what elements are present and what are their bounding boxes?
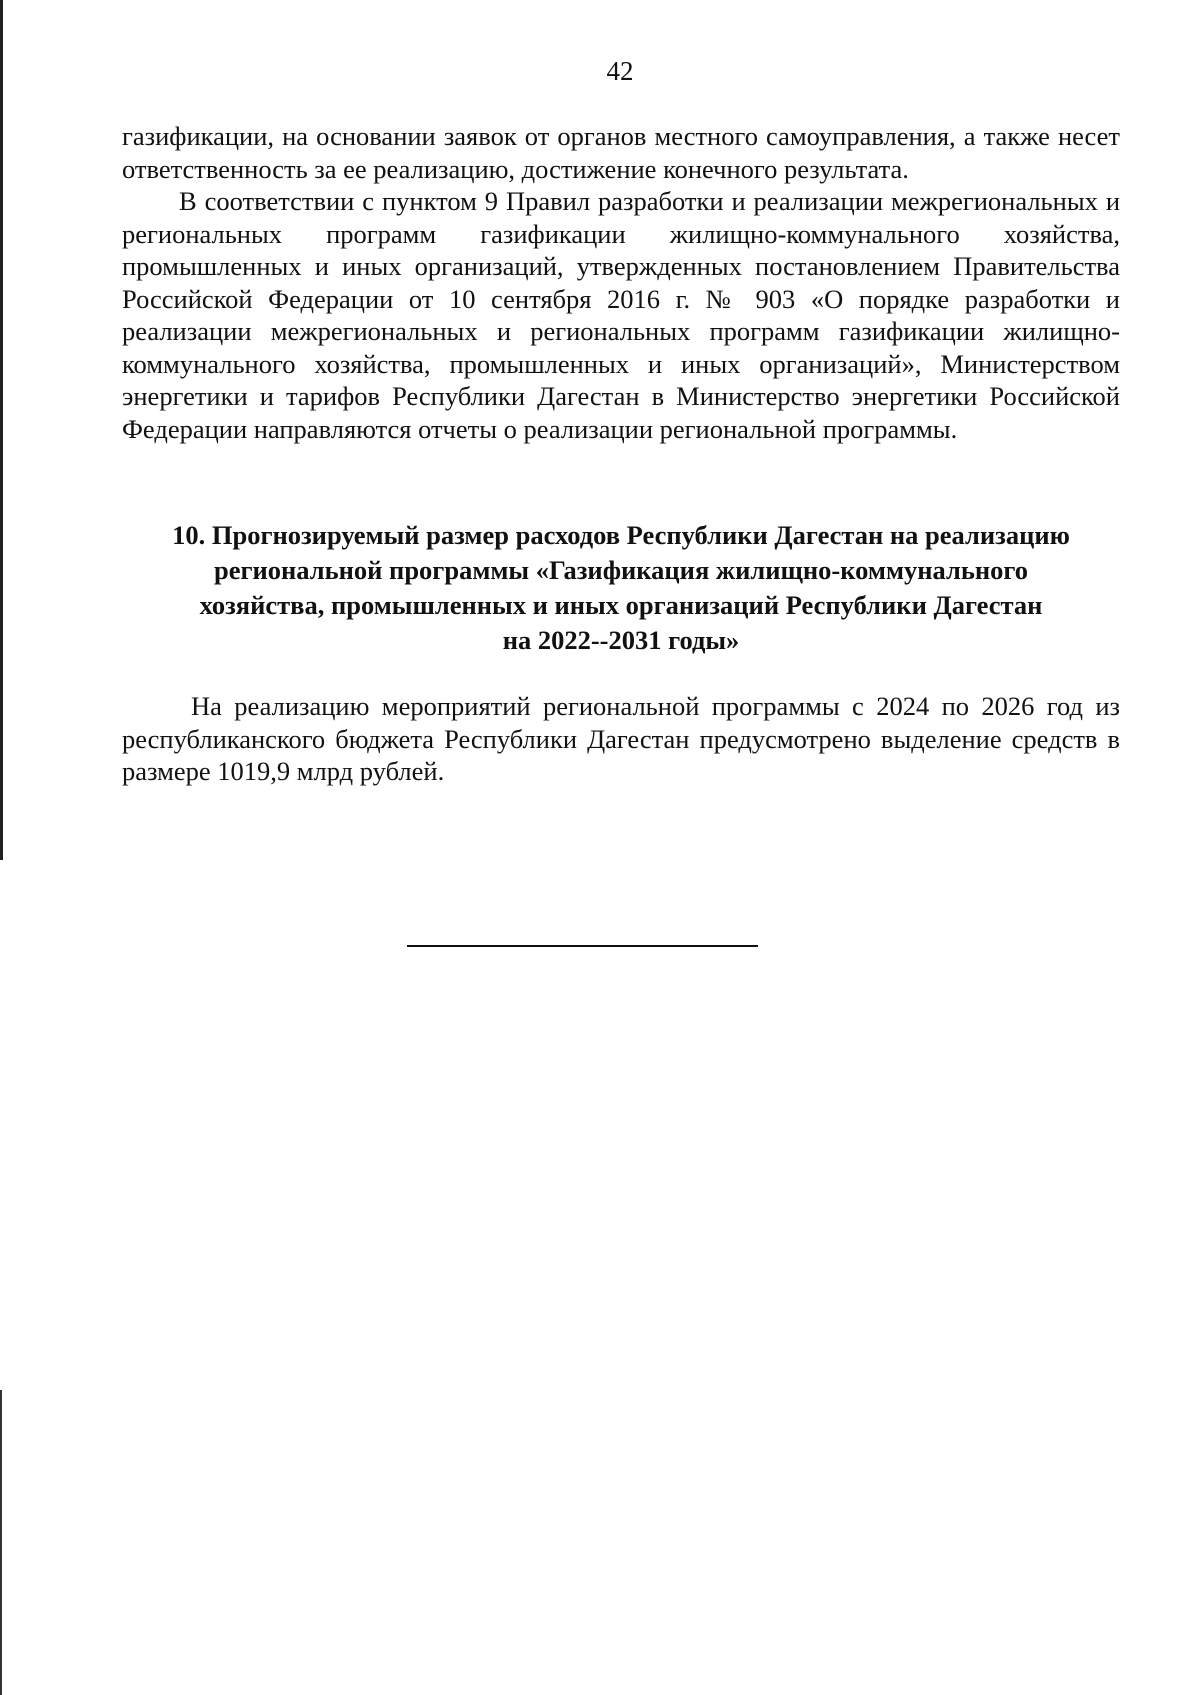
section-heading-line: региональной программы «Газификация жилищно-коммунального	[213, 555, 1029, 585]
section-heading	[122, 518, 1120, 658]
paragraph-text: В соответствии с пунктом 9 Правил разработки и реализации межрегиональных и региональных программ газификации жилищно-коммунального хозяйства, промышленных и иных организаций, утвержденных постановлением Правительства Российской Федерации от 10 сентября 2016 г. № 903 «О порядке разработки и реализации межрегиональных и региональных программ газификации жилищно-коммунального хозяйства, промышленных и иных организаций», Министерством энергетики и тарифов Республики Дагестан в Министерство энергетики Российской Федерации направляются отчеты о реализации региональной программы.	[122, 186, 1120, 444]
section-heading-line: хозяйства, промышленных и иных организаций Республики Дагестан	[199, 590, 1043, 620]
section-heading-line: 10. Прогнозируемый размер расходов Республики Дагестан на реализацию	[172, 520, 1070, 550]
scan-edge	[0, 0, 3, 860]
page-number: 42	[606, 56, 634, 86]
paragraph-continuation	[122, 120, 1120, 185]
end-of-text-rule	[407, 945, 758, 947]
scan-edge	[0, 1390, 2, 1695]
paragraph-funding	[122, 690, 1120, 788]
paragraph-text: На реализацию мероприятий региональной программы с 2024 по 2026 год из республиканского бюджета Республики Дагестан предусмотрено выделение средств в размере 1019,9 млрд рублей.	[122, 691, 1120, 786]
paragraph-reporting	[122, 185, 1120, 445]
paragraph-text: газификации, на основании заявок от органов местного самоуправления, а также несет ответственность за ее реализацию, достижение конечного результата.	[122, 121, 1120, 184]
section-heading-line: на 2022--2031 годы»	[502, 625, 740, 655]
